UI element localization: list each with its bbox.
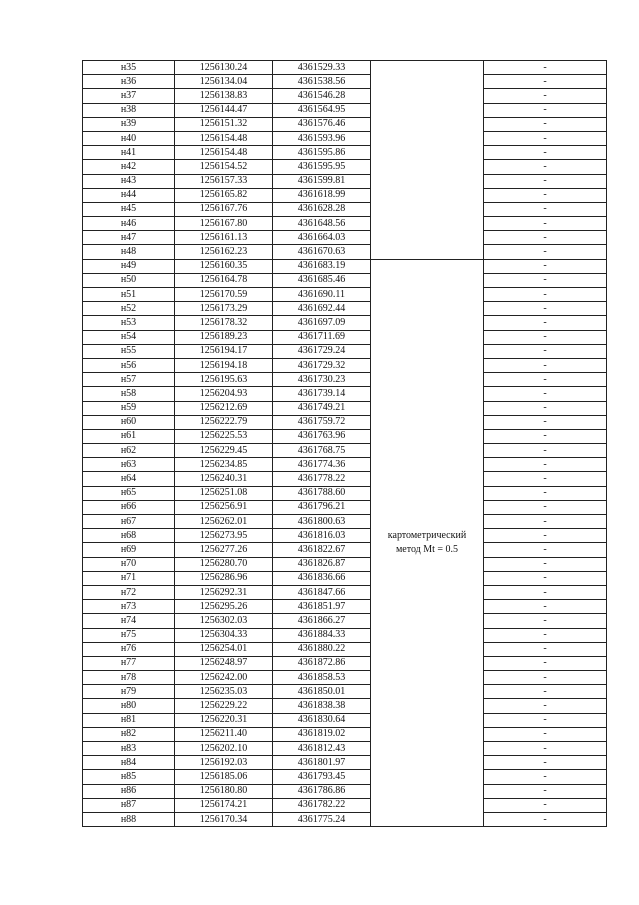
table-row: [83, 344, 607, 358]
x-coordinate-cell: 1256235.03: [175, 685, 273, 699]
error-cell: -: [484, 571, 607, 585]
point-number-cell: н83: [83, 742, 175, 756]
table-row: [83, 75, 607, 89]
error-cell: -: [484, 61, 607, 75]
y-coordinate-cell: 4361830.64: [273, 713, 371, 727]
error-cell: -: [484, 756, 607, 770]
x-coordinate-cell: 1256154.52: [175, 160, 273, 174]
point-number-cell: н51: [83, 288, 175, 302]
table-row: [83, 387, 607, 401]
x-coordinate-cell: 1256144.47: [175, 103, 273, 117]
point-number-cell: н77: [83, 656, 175, 670]
x-coordinate-cell: 1256165.82: [175, 188, 273, 202]
x-coordinate-cell: 1256273.95: [175, 529, 273, 543]
error-cell: -: [484, 387, 607, 401]
point-number-cell: н73: [83, 600, 175, 614]
y-coordinate-cell: 4361763.96: [273, 429, 371, 443]
y-coordinate-cell: 4361529.33: [273, 61, 371, 75]
error-cell: -: [484, 444, 607, 458]
error-cell: -: [484, 202, 607, 216]
point-number-cell: н80: [83, 699, 175, 713]
y-coordinate-cell: 4361838.38: [273, 699, 371, 713]
x-coordinate-cell: 1256229.22: [175, 699, 273, 713]
point-number-cell: н42: [83, 160, 175, 174]
table-row: [83, 444, 607, 458]
x-coordinate-cell: 1256277.26: [175, 543, 273, 557]
error-cell: -: [484, 117, 607, 131]
table-row: [83, 742, 607, 756]
point-number-cell: н56: [83, 358, 175, 372]
x-coordinate-cell: 1256151.32: [175, 117, 273, 131]
point-number-cell: н76: [83, 642, 175, 656]
point-number-cell: н85: [83, 770, 175, 784]
error-cell: -: [484, 614, 607, 628]
y-coordinate-cell: 4361851.97: [273, 600, 371, 614]
error-cell: -: [484, 727, 607, 741]
point-number-cell: н69: [83, 543, 175, 557]
table-row: [83, 61, 607, 75]
table-row: [83, 557, 607, 571]
table-row: [83, 245, 607, 259]
y-coordinate-cell: 4361576.46: [273, 117, 371, 131]
table-row: [83, 500, 607, 514]
x-coordinate-cell: 1256134.04: [175, 75, 273, 89]
y-coordinate-cell: 4361847.66: [273, 585, 371, 599]
table-row: [83, 174, 607, 188]
x-coordinate-cell: 1256295.26: [175, 600, 273, 614]
x-coordinate-cell: 1256304.33: [175, 628, 273, 642]
error-cell: -: [484, 344, 607, 358]
point-number-cell: н52: [83, 302, 175, 316]
y-coordinate-cell: 4361628.28: [273, 202, 371, 216]
coordinates-table-body: [83, 61, 607, 827]
y-coordinate-cell: 4361546.28: [273, 89, 371, 103]
point-number-cell: н88: [83, 812, 175, 826]
point-number-cell: н82: [83, 727, 175, 741]
x-coordinate-cell: 1256180.80: [175, 784, 273, 798]
y-coordinate-cell: 4361692.44: [273, 302, 371, 316]
table-row: [83, 131, 607, 145]
x-coordinate-cell: 1256160.35: [175, 259, 273, 273]
error-cell: -: [484, 798, 607, 812]
x-coordinate-cell: 1256161.13: [175, 231, 273, 245]
error-cell: -: [484, 75, 607, 89]
y-coordinate-cell: 4361801.97: [273, 756, 371, 770]
table-row: [83, 713, 607, 727]
x-coordinate-cell: 1256256.91: [175, 500, 273, 514]
y-coordinate-cell: 4361880.22: [273, 642, 371, 656]
y-coordinate-cell: 4361872.86: [273, 656, 371, 670]
table-row: [83, 515, 607, 529]
error-cell: -: [484, 656, 607, 670]
error-cell: -: [484, 302, 607, 316]
y-coordinate-cell: 4361685.46: [273, 273, 371, 287]
point-number-cell: н87: [83, 798, 175, 812]
point-number-cell: н64: [83, 472, 175, 486]
error-cell: -: [484, 259, 607, 273]
y-coordinate-cell: 4361739.14: [273, 387, 371, 401]
x-coordinate-cell: 1256194.17: [175, 344, 273, 358]
table-row: [83, 585, 607, 599]
x-coordinate-cell: 1256162.23: [175, 245, 273, 259]
x-coordinate-cell: 1256240.31: [175, 472, 273, 486]
point-number-cell: н62: [83, 444, 175, 458]
point-number-cell: н71: [83, 571, 175, 585]
x-coordinate-cell: 1256178.32: [175, 316, 273, 330]
x-coordinate-cell: 1256167.80: [175, 217, 273, 231]
table-row: [83, 458, 607, 472]
y-coordinate-cell: 4361800.63: [273, 515, 371, 529]
table-row: [83, 571, 607, 585]
x-coordinate-cell: 1256211.40: [175, 727, 273, 741]
table-row: [83, 358, 607, 372]
table-row: [83, 288, 607, 302]
error-cell: -: [484, 685, 607, 699]
y-coordinate-cell: 4361595.86: [273, 146, 371, 160]
y-coordinate-cell: 4361788.60: [273, 486, 371, 500]
error-cell: -: [484, 742, 607, 756]
error-cell: -: [484, 103, 607, 117]
y-coordinate-cell: 4361599.81: [273, 174, 371, 188]
point-number-cell: н37: [83, 89, 175, 103]
error-cell: -: [484, 699, 607, 713]
error-cell: -: [484, 557, 607, 571]
table-row: [83, 727, 607, 741]
point-number-cell: н65: [83, 486, 175, 500]
coordinates-table: [82, 60, 607, 827]
y-coordinate-cell: 4361768.75: [273, 444, 371, 458]
x-coordinate-cell: 1256154.48: [175, 146, 273, 160]
method-text-line: метод Mt = 0.5: [395, 543, 459, 555]
table-row: [83, 316, 607, 330]
x-coordinate-cell: 1256170.59: [175, 288, 273, 302]
x-coordinate-cell: 1256130.24: [175, 61, 273, 75]
point-number-cell: н55: [83, 344, 175, 358]
x-coordinate-cell: 1256292.31: [175, 585, 273, 599]
x-coordinate-cell: 1256157.33: [175, 174, 273, 188]
y-coordinate-cell: 4361759.72: [273, 415, 371, 429]
table-row: [83, 656, 607, 670]
error-cell: -: [484, 401, 607, 415]
error-cell: -: [484, 231, 607, 245]
table-row: [83, 231, 607, 245]
x-coordinate-cell: 1256229.45: [175, 444, 273, 458]
error-cell: -: [484, 770, 607, 784]
y-coordinate-cell: 4361858.53: [273, 671, 371, 685]
error-cell: -: [484, 429, 607, 443]
error-cell: -: [484, 458, 607, 472]
method-cell: [371, 259, 484, 827]
x-coordinate-cell: 1256204.93: [175, 387, 273, 401]
table-row: [83, 812, 607, 826]
y-coordinate-cell: 4361884.33: [273, 628, 371, 642]
table-row: [83, 614, 607, 628]
table-row: [83, 188, 607, 202]
table-row: [83, 756, 607, 770]
y-coordinate-cell: 4361778.22: [273, 472, 371, 486]
y-coordinate-cell: 4361564.95: [273, 103, 371, 117]
table-row: [83, 273, 607, 287]
error-cell: -: [484, 330, 607, 344]
error-cell: -: [484, 529, 607, 543]
table-row: [83, 486, 607, 500]
error-cell: -: [484, 628, 607, 642]
x-coordinate-cell: 1256254.01: [175, 642, 273, 656]
error-cell: -: [484, 415, 607, 429]
table-row: [83, 628, 607, 642]
table-row: [83, 103, 607, 117]
point-number-cell: н54: [83, 330, 175, 344]
table-row: [83, 685, 607, 699]
y-coordinate-cell: 4361648.56: [273, 217, 371, 231]
method-text-line: картометрический: [387, 530, 467, 542]
error-cell: -: [484, 515, 607, 529]
error-cell: -: [484, 784, 607, 798]
x-coordinate-cell: 1256164.78: [175, 273, 273, 287]
error-cell: -: [484, 812, 607, 826]
point-number-cell: н58: [83, 387, 175, 401]
point-number-cell: н35: [83, 61, 175, 75]
point-number-cell: н45: [83, 202, 175, 216]
x-coordinate-cell: 1256220.31: [175, 713, 273, 727]
error-cell: -: [484, 500, 607, 514]
y-coordinate-cell: 4361683.19: [273, 259, 371, 273]
y-coordinate-cell: 4361690.11: [273, 288, 371, 302]
x-coordinate-cell: 1256202.10: [175, 742, 273, 756]
error-cell: -: [484, 543, 607, 557]
y-coordinate-cell: 4361749.21: [273, 401, 371, 415]
y-coordinate-cell: 4361866.27: [273, 614, 371, 628]
point-number-cell: н86: [83, 784, 175, 798]
y-coordinate-cell: 4361697.09: [273, 316, 371, 330]
table-row: [83, 89, 607, 103]
y-coordinate-cell: 4361730.23: [273, 373, 371, 387]
table-row: [83, 330, 607, 344]
point-number-cell: н75: [83, 628, 175, 642]
point-number-cell: н49: [83, 259, 175, 273]
table-row: [83, 642, 607, 656]
y-coordinate-cell: 4361593.96: [273, 131, 371, 145]
x-coordinate-cell: 1256302.03: [175, 614, 273, 628]
point-number-cell: н78: [83, 671, 175, 685]
error-cell: -: [484, 174, 607, 188]
table-row: [83, 770, 607, 784]
point-number-cell: н46: [83, 217, 175, 231]
y-coordinate-cell: 4361711.69: [273, 330, 371, 344]
x-coordinate-cell: 1256248.97: [175, 656, 273, 670]
point-number-cell: н48: [83, 245, 175, 259]
y-coordinate-cell: 4361812.43: [273, 742, 371, 756]
table-row: [83, 202, 607, 216]
error-cell: -: [484, 146, 607, 160]
y-coordinate-cell: 4361664.03: [273, 231, 371, 245]
y-coordinate-cell: 4361729.24: [273, 344, 371, 358]
table-row: [83, 401, 607, 415]
error-cell: -: [484, 713, 607, 727]
y-coordinate-cell: 4361822.67: [273, 543, 371, 557]
table-row: [83, 259, 607, 273]
table-row: [83, 302, 607, 316]
x-coordinate-cell: 1256195.63: [175, 373, 273, 387]
point-number-cell: н59: [83, 401, 175, 415]
point-number-cell: н66: [83, 500, 175, 514]
table-row: [83, 600, 607, 614]
error-cell: -: [484, 160, 607, 174]
point-number-cell: н57: [83, 373, 175, 387]
point-number-cell: н36: [83, 75, 175, 89]
x-coordinate-cell: 1256262.01: [175, 515, 273, 529]
point-number-cell: н40: [83, 131, 175, 145]
y-coordinate-cell: 4361618.99: [273, 188, 371, 202]
point-number-cell: н81: [83, 713, 175, 727]
error-cell: -: [484, 642, 607, 656]
point-number-cell: н70: [83, 557, 175, 571]
x-coordinate-cell: 1256234.85: [175, 458, 273, 472]
point-number-cell: н43: [83, 174, 175, 188]
table-row: [83, 117, 607, 131]
point-number-cell: н53: [83, 316, 175, 330]
x-coordinate-cell: 1256170.34: [175, 812, 273, 826]
x-coordinate-cell: 1256225.53: [175, 429, 273, 443]
point-number-cell: н47: [83, 231, 175, 245]
y-coordinate-cell: 4361793.45: [273, 770, 371, 784]
x-coordinate-cell: 1256189.23: [175, 330, 273, 344]
y-coordinate-cell: 4361595.95: [273, 160, 371, 174]
point-number-cell: н79: [83, 685, 175, 699]
y-coordinate-cell: 4361819.02: [273, 727, 371, 741]
error-cell: -: [484, 188, 607, 202]
point-number-cell: н84: [83, 756, 175, 770]
error-cell: -: [484, 600, 607, 614]
error-cell: -: [484, 217, 607, 231]
error-cell: -: [484, 89, 607, 103]
point-number-cell: н68: [83, 529, 175, 543]
point-number-cell: н60: [83, 415, 175, 429]
x-coordinate-cell: 1256212.69: [175, 401, 273, 415]
point-number-cell: н67: [83, 515, 175, 529]
point-number-cell: н44: [83, 188, 175, 202]
table-row: [83, 415, 607, 429]
x-coordinate-cell: 1256286.96: [175, 571, 273, 585]
y-coordinate-cell: 4361796.21: [273, 500, 371, 514]
y-coordinate-cell: 4361774.36: [273, 458, 371, 472]
x-coordinate-cell: 1256242.00: [175, 671, 273, 685]
x-coordinate-cell: 1256173.29: [175, 302, 273, 316]
x-coordinate-cell: 1256174.21: [175, 798, 273, 812]
x-coordinate-cell: 1256194.18: [175, 358, 273, 372]
table-row: [83, 373, 607, 387]
table-row: [83, 472, 607, 486]
x-coordinate-cell: 1256138.83: [175, 89, 273, 103]
table-row: [83, 543, 607, 557]
y-coordinate-cell: 4361775.24: [273, 812, 371, 826]
table-row: [83, 217, 607, 231]
point-number-cell: н38: [83, 103, 175, 117]
y-coordinate-cell: 4361850.01: [273, 685, 371, 699]
table-row: [83, 146, 607, 160]
error-cell: -: [484, 486, 607, 500]
method-cell: [371, 61, 484, 260]
x-coordinate-cell: 1256251.08: [175, 486, 273, 500]
error-cell: -: [484, 245, 607, 259]
x-coordinate-cell: 1256192.03: [175, 756, 273, 770]
table-row: [83, 429, 607, 443]
point-number-cell: н63: [83, 458, 175, 472]
x-coordinate-cell: 1256280.70: [175, 557, 273, 571]
error-cell: -: [484, 273, 607, 287]
point-number-cell: н50: [83, 273, 175, 287]
error-cell: -: [484, 373, 607, 387]
error-cell: -: [484, 671, 607, 685]
point-number-cell: н72: [83, 585, 175, 599]
y-coordinate-cell: 4361816.03: [273, 529, 371, 543]
point-number-cell: н39: [83, 117, 175, 131]
point-number-cell: н74: [83, 614, 175, 628]
y-coordinate-cell: 4361836.66: [273, 571, 371, 585]
x-coordinate-cell: 1256185.06: [175, 770, 273, 784]
point-number-cell: н41: [83, 146, 175, 160]
error-cell: -: [484, 288, 607, 302]
y-coordinate-cell: 4361670.63: [273, 245, 371, 259]
y-coordinate-cell: 4361826.87: [273, 557, 371, 571]
table-row: [83, 699, 607, 713]
x-coordinate-cell: 1256167.76: [175, 202, 273, 216]
y-coordinate-cell: 4361729.32: [273, 358, 371, 372]
y-coordinate-cell: 4361786.86: [273, 784, 371, 798]
table-row: [83, 160, 607, 174]
error-cell: -: [484, 472, 607, 486]
x-coordinate-cell: 1256222.79: [175, 415, 273, 429]
x-coordinate-cell: 1256154.48: [175, 131, 273, 145]
table-row: [83, 671, 607, 685]
point-number-cell: н61: [83, 429, 175, 443]
error-cell: -: [484, 131, 607, 145]
table-row: [83, 784, 607, 798]
table-row: [83, 798, 607, 812]
error-cell: -: [484, 585, 607, 599]
table-row: [83, 529, 607, 543]
y-coordinate-cell: 4361538.56: [273, 75, 371, 89]
error-cell: -: [484, 358, 607, 372]
error-cell: -: [484, 316, 607, 330]
y-coordinate-cell: 4361782.22: [273, 798, 371, 812]
